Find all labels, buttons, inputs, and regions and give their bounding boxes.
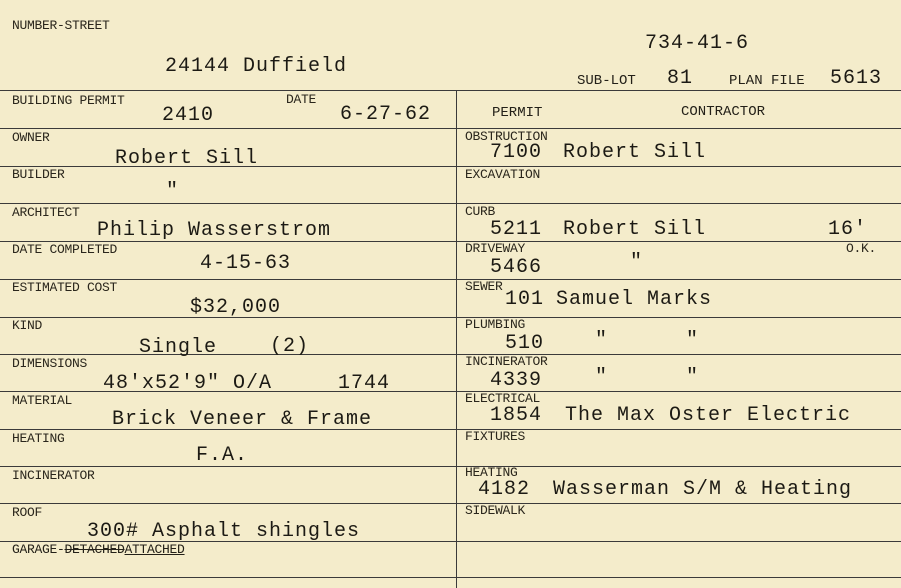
heating-label: HEATING — [12, 431, 65, 446]
rule — [0, 279, 901, 280]
material-value: Brick Veneer & Frame — [112, 408, 373, 431]
heating-permit: 4182 — [478, 478, 531, 501]
sidewalk-label: SIDEWALK — [465, 503, 526, 518]
owner-label: OWNER — [12, 130, 50, 145]
number-street-label: NUMBER-STREET — [12, 18, 110, 33]
material-label: MATERIAL — [12, 393, 73, 408]
rule — [0, 354, 901, 355]
dimensions-area: 1744 — [338, 372, 391, 395]
estimated-cost-label: ESTIMATED COST — [12, 280, 118, 295]
heating-permit-label: HEATING — [465, 465, 518, 480]
plan-file-label: PLAN FILE — [729, 73, 805, 89]
plumbing-contractor: " " — [595, 329, 700, 352]
rule — [0, 317, 901, 318]
rule — [0, 466, 901, 467]
column-divider — [456, 90, 457, 588]
curb-label: CURB — [465, 204, 496, 219]
kind-count: (2) — [270, 335, 310, 358]
heating-contractor: Wasserman S/M & Heating — [553, 478, 853, 501]
rule — [0, 203, 901, 204]
sub-lot-value: 81 — [667, 67, 694, 90]
obstruction-contractor: Robert Sill — [563, 141, 707, 164]
date-completed-label: DATE COMPLETED — [12, 242, 118, 257]
plumbing-label: PLUMBING — [465, 317, 526, 332]
date-completed-value: 4-15-63 — [200, 252, 292, 275]
electrical-label: ELECTRICAL — [465, 391, 541, 406]
driveway-note: O.K. — [846, 241, 877, 256]
driveway-contractor: " — [630, 251, 644, 274]
parcel-number: 734-41-6 — [645, 32, 750, 55]
roof-value: 300# Asphalt shingles — [87, 520, 361, 543]
builder-value: " — [166, 180, 180, 203]
electrical-permit: 1854 — [490, 404, 543, 427]
rule — [0, 577, 901, 578]
permit-header: PERMIT — [492, 105, 543, 121]
garage-struck-option: DETACHED — [64, 542, 125, 557]
fixtures-label: FIXTURES — [465, 429, 526, 444]
garage-label: GARAGE- — [12, 542, 65, 557]
builder-label: BUILDER — [12, 167, 65, 182]
driveway-permit: 5466 — [490, 256, 543, 279]
owner-value: Robert Sill — [115, 147, 259, 170]
architect-label: ARCHITECT — [12, 205, 80, 220]
sub-lot-label: SUB-LOT — [577, 73, 636, 89]
sewer-permit: 101 — [505, 288, 545, 311]
sewer-contractor: Samuel Marks — [556, 288, 713, 311]
garage-field — [12, 543, 185, 557]
building-permit-value: 2410 — [162, 104, 215, 127]
excavation-label: EXCAVATION — [465, 167, 541, 182]
plumbing-permit: 510 — [505, 332, 545, 355]
address-value: 24144 Duffield — [165, 55, 348, 78]
roof-label: ROOF — [12, 505, 43, 520]
curb-note: 16' — [828, 218, 868, 241]
rule — [0, 503, 901, 504]
rule — [0, 90, 901, 91]
obstruction-permit: 7100 — [490, 141, 543, 164]
incinerator-permit: 4339 — [490, 369, 543, 392]
dimensions-value: 48'x52'9" O/A — [103, 372, 273, 395]
plan-file-value: 5613 — [830, 67, 883, 90]
kind-label: KIND — [12, 318, 43, 333]
incinerator-permit-label: INCINERATOR — [465, 354, 548, 369]
dimensions-label: DIMENSIONS — [12, 356, 88, 371]
architect-value: Philip Wasserstrom — [97, 219, 332, 242]
date-label: DATE — [286, 92, 317, 107]
contractor-header: CONTRACTOR — [681, 104, 766, 120]
building-permit-label: BUILDING PERMIT — [12, 93, 125, 108]
garage-value: ATTACHED — [124, 542, 185, 557]
estimated-cost-value: $32,000 — [190, 296, 282, 319]
rule — [0, 128, 901, 129]
incinerator-contractor: " " — [595, 366, 700, 389]
obstruction-label: OBSTRUCTION — [465, 129, 548, 144]
driveway-label: DRIVEWAY — [465, 241, 526, 256]
electrical-contractor: The Max Oster Electric — [565, 404, 852, 427]
incinerator-label: INCINERATOR — [12, 468, 95, 483]
date-value: 6-27-62 — [340, 103, 432, 126]
kind-value: Single — [139, 336, 218, 359]
sewer-label: SEWER — [465, 279, 503, 294]
curb-contractor: Robert Sill — [563, 218, 707, 241]
curb-permit: 5211 — [490, 218, 543, 241]
heating-value: F.A. — [196, 444, 249, 467]
